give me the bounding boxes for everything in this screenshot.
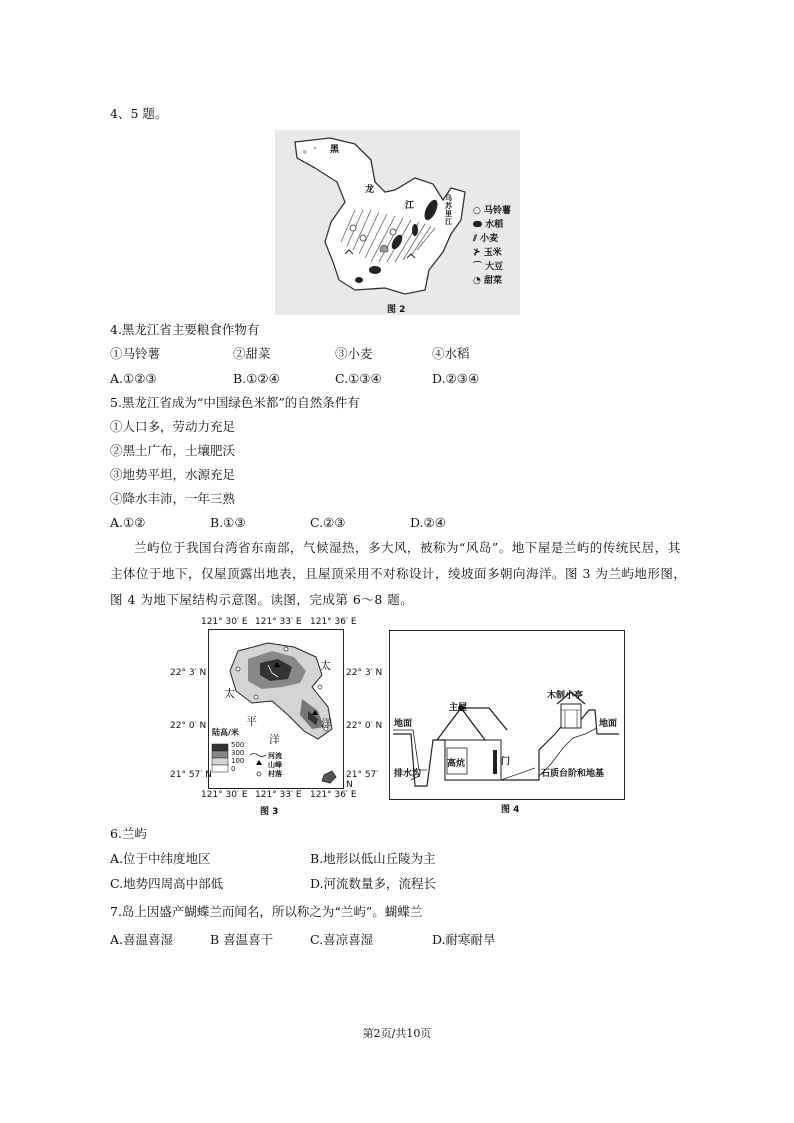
label-ground-left: 地面 xyxy=(394,719,413,729)
q4-option-d[interactable]: D.②③④ xyxy=(432,371,480,386)
sea-char-ping-center: 平 xyxy=(246,715,257,728)
lat-label-right-3: 21° 57′ N xyxy=(346,770,379,790)
q5-item-4: ④降水丰沛，一年三熟 xyxy=(110,491,236,506)
lat-label-left-3: 21° 57′ N xyxy=(170,770,212,780)
wheat-icon: ⫽ xyxy=(473,234,478,244)
label-drain: 排水沟 xyxy=(394,769,422,779)
figure-4 xyxy=(389,630,625,816)
map-label-jiang: 江 xyxy=(405,201,415,211)
q5-item-3: ③地势平坦，水源充足 xyxy=(110,467,236,482)
potato-icon: ○ xyxy=(473,206,481,216)
q5-option-c[interactable]: C.②③ xyxy=(310,515,346,530)
label-main-house: 主屋 xyxy=(449,703,468,713)
q6-option-b[interactable]: B.地形以低山丘陵为主 xyxy=(310,851,436,866)
soybean-icon: ⌒ xyxy=(473,262,483,272)
map-label-hei: 黑 xyxy=(330,145,340,155)
label-ground-right: 地面 xyxy=(599,719,618,729)
q4-item-3: ③小麦 xyxy=(335,346,373,361)
q4-item-4: ④水稻 xyxy=(432,346,470,361)
figure-3-caption: 图 3 xyxy=(260,807,279,817)
q4-stem: 4.黑龙江省主要粮食作物有 xyxy=(110,322,260,337)
lon-label-bottom-2: 121° 33′ E xyxy=(255,790,302,800)
legend-wheat: ⫽ 小麦 xyxy=(473,234,499,244)
symbol-peak: 山峰 xyxy=(268,761,282,769)
figure-2-caption: 图 2 xyxy=(387,305,406,315)
figure-3 xyxy=(170,617,385,817)
q7-option-d[interactable]: D.耐寒耐旱 xyxy=(432,932,496,947)
sea-char-tai-left: 太 xyxy=(224,687,235,700)
elev-value-300: 300 xyxy=(231,749,245,757)
lon-label-top-2: 121° 33′ E xyxy=(255,617,302,627)
q4-option-a[interactable]: A.①②③ xyxy=(110,371,157,386)
elev-legend-title: 陆高/米 xyxy=(212,728,239,737)
label-foundation: 石质台阶和地基 xyxy=(541,769,605,779)
q4-option-c[interactable]: C.①③④ xyxy=(335,371,382,386)
q7-option-a[interactable]: A.喜温喜湿 xyxy=(110,932,174,947)
lat-label-right-2: 22° 0′ N xyxy=(346,721,383,731)
figure-2 xyxy=(275,130,520,315)
q6-option-c[interactable]: C.地势四周高中部低 xyxy=(110,876,224,891)
q4-option-b[interactable]: B.①②④ xyxy=(233,371,280,386)
passage-lanyu: 兰屿位于我国台湾省东南部，气候湿热，多大风，被称为“风岛”。地下屋是兰屿的传统民居，其主体位于地下，仅屋顶露出地表，且屋顶采用不对称设计，绫坡面多朝向海洋。图 3 为兰屿地形图，图 4 为地下屋结构示意图。读图，完成第 6～8 题。 xyxy=(110,540,687,607)
q7-option-c[interactable]: C.喜凉喜湿 xyxy=(310,932,374,947)
legend-corn: ⊁ 玉米 xyxy=(473,248,502,258)
sea-char-yang-right: 洋 xyxy=(321,717,332,730)
legend-rice: 水稻 xyxy=(473,217,503,230)
legend-potato: ○ 马铃薯 xyxy=(473,206,512,216)
elev-value-500: 500 xyxy=(231,741,245,749)
beet-icon: ◔ xyxy=(473,276,481,286)
elev-value-0: 0 xyxy=(231,765,236,773)
lon-label-top-1: 121° 30′ E xyxy=(201,617,248,627)
figure-4-caption: 图 4 xyxy=(501,805,520,815)
label-kang: 高炕 xyxy=(447,759,466,769)
sea-char-tai-right: 太 xyxy=(320,659,331,672)
sea-char-yang-center: 洋 xyxy=(269,733,280,746)
q5-stem: 5.黑龙江省成为“中国绿色米都”的自然条件有 xyxy=(110,395,360,410)
q7-stem: 7.岛上因盛产蝴蝶兰而闻名，所以称之为“兰屿”。蝴蝶兰 xyxy=(110,904,423,919)
q5-item-2: ②黑土广布，土壤肥沃 xyxy=(110,443,236,458)
q5-item-1: ①人口多，劳动力充足 xyxy=(110,419,236,434)
symbol-river: 河流 xyxy=(268,752,282,760)
lon-label-bottom-1: 121° 30′ E xyxy=(201,790,248,800)
legend-beet: ◔ 甜菜 xyxy=(473,276,503,286)
corn-icon: ⊁ xyxy=(473,248,481,258)
lon-label-bottom-3: 121° 36′ E xyxy=(310,790,357,800)
symbol-village: 村落 xyxy=(268,770,282,778)
q5-option-d[interactable]: D.②④ xyxy=(410,515,446,530)
lat-label-right-1: 22° 3′ N xyxy=(346,668,383,678)
elev-value-100: 100 xyxy=(231,757,245,765)
q4-item-1: ①马铃薯 xyxy=(110,346,161,361)
q6-option-a[interactable]: A.位于中纬度地区 xyxy=(110,851,211,866)
label-pavilion: 木制小亭 xyxy=(547,691,584,701)
intro-line: 4、5 题。 xyxy=(110,106,168,121)
lat-label-left-2: 22° 0′ N xyxy=(170,721,207,731)
label-door: 门 xyxy=(501,757,511,767)
q7-option-b[interactable]: B 喜温喜干 xyxy=(210,932,274,947)
map-label-long: 龙 xyxy=(365,185,375,195)
page-footer: 第2页/共10页 xyxy=(362,1027,432,1040)
legend-soybean: ⌒ 大豆 xyxy=(473,262,504,272)
map-label-wusuli: 乌苏里江 xyxy=(445,194,452,226)
lat-label-left-1: 22° 3′ N xyxy=(170,668,207,678)
rice-icon xyxy=(473,221,482,227)
q4-item-2: ②甜菜 xyxy=(233,346,271,361)
q6-option-d[interactable]: D.河流数量多，流程长 xyxy=(310,876,437,891)
q5-option-a[interactable]: A.①② xyxy=(110,515,146,530)
lon-label-top-3: 121° 36′ E xyxy=(310,617,357,627)
q5-option-b[interactable]: B.①③ xyxy=(210,515,246,530)
q6-stem: 6.兰屿 xyxy=(110,826,147,841)
